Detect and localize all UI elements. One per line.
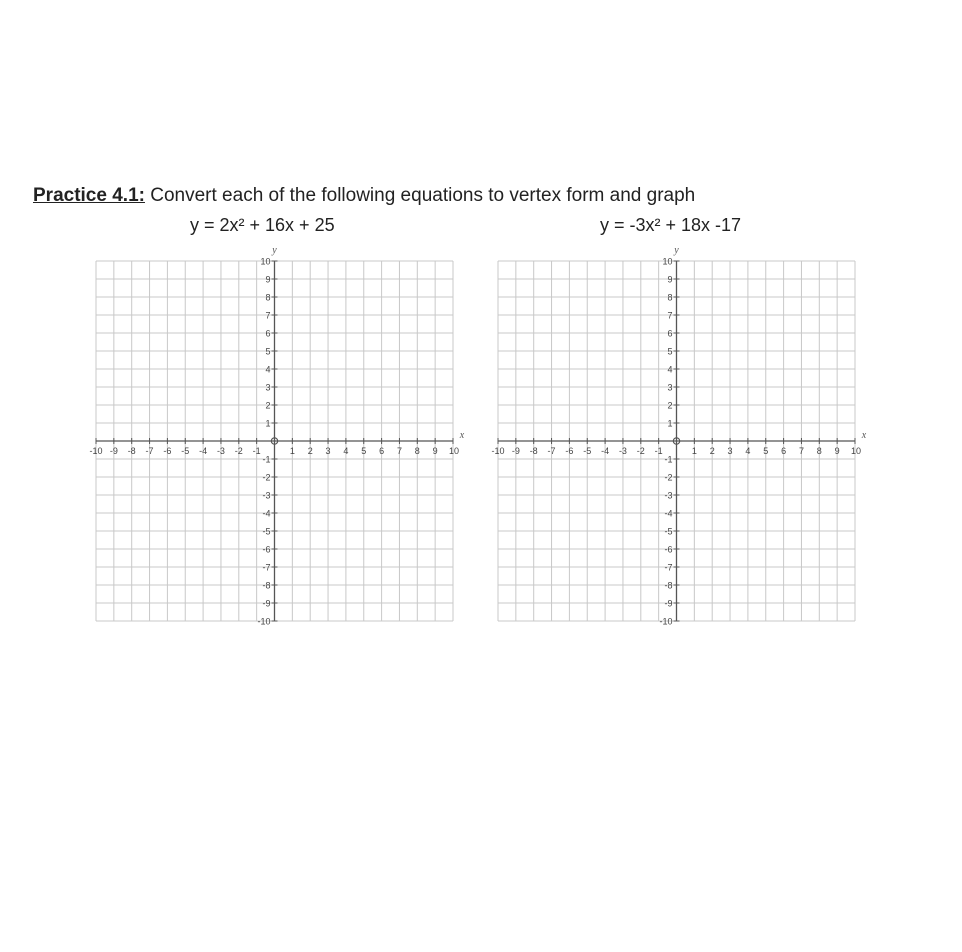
x-tick-label: 9 [834,446,840,456]
y-tick-label: -9 [262,598,271,609]
x-tick-label: -10 [491,446,505,456]
x-tick-label: 1 [289,446,295,456]
y-tick-label: -5 [262,526,271,537]
x-tick-label: 9 [432,446,438,456]
y-tick-label: -3 [664,490,673,501]
x-tick-label: -6 [565,446,574,456]
y-tick-label: -2 [262,472,271,483]
x-tick-label: 2 [307,446,313,456]
x-axis-label: x [459,430,465,441]
equation-2: y = -3x² + 18x -17 [600,215,742,235]
x-tick-label: 5 [763,446,769,456]
y-tick-label: 6 [265,328,271,339]
x-tick-label: 10 [850,446,862,456]
y-axis-label: y [674,245,679,256]
y-tick-label: 10 [662,256,673,267]
y-tick-label: 2 [667,400,673,411]
y-tick-label: -7 [664,562,673,573]
y-tick-label: 1 [265,418,271,429]
y-tick-label: 5 [667,346,673,357]
practice-heading [33,185,695,207]
x-tick-label: 7 [798,446,804,456]
y-tick-label: -10 [659,616,673,627]
y-tick-label: -9 [664,598,673,609]
y-tick-label: 8 [265,292,271,303]
y-tick-label: -4 [262,508,271,519]
x-tick-label: -2 [234,446,243,456]
y-tick-label: -6 [664,544,673,555]
practice-instructions: Convert each of the following equations to vertex form and graph [144,185,696,206]
y-tick-label: -6 [262,544,271,555]
x-tick-label: -6 [163,446,172,456]
x-tick-label: -9 [511,446,520,456]
y-tick-label: -8 [262,580,271,591]
x-tick-label: -1 [252,446,261,456]
y-tick-label: -8 [664,580,673,591]
x-tick-label: 2 [709,446,715,456]
x-tick-label: -9 [109,446,118,456]
x-tick-label: 8 [816,446,822,456]
x-tick-label: -8 [127,446,136,456]
x-tick-label: -4 [601,446,610,456]
y-tick-label: -7 [262,562,271,573]
y-axis-label: y [272,245,277,256]
x-tick-label: 4 [343,446,349,456]
x-tick-label: -10 [89,446,103,456]
y-tick-label: 7 [667,310,673,321]
y-tick-label: 4 [265,364,271,375]
x-tick-label: -1 [654,446,663,456]
y-tick-label: 9 [265,274,271,285]
x-tick-label: -8 [529,446,538,456]
y-tick-label: 3 [265,382,271,393]
y-tick-label: 8 [667,292,673,303]
x-tick-label: 6 [379,446,385,456]
y-tick-label: 5 [265,346,271,357]
x-axis-label: x [861,430,867,441]
y-tick-label: -3 [262,490,271,501]
y-tick-label: -2 [664,472,673,483]
y-tick-label: 7 [265,310,271,321]
x-tick-label: -7 [547,446,556,456]
x-tick-label: 1 [691,446,697,456]
y-tick-label: 10 [260,256,271,267]
practice-label: Practice 4.1: [33,185,145,206]
x-tick-label: -4 [199,446,208,456]
x-tick-label: -2 [636,446,645,456]
y-tick-label: 9 [667,274,673,285]
x-tick-label: -5 [583,446,592,456]
coordinate-grid-1 [88,243,468,628]
x-tick-label: -3 [618,446,627,456]
x-tick-label: 8 [414,446,420,456]
y-tick-label: 3 [667,382,673,393]
y-tick-label: 6 [667,328,673,339]
x-tick-label: 4 [745,446,751,456]
x-tick-label: -7 [145,446,154,456]
y-tick-label: -10 [257,616,271,627]
y-tick-label: 2 [265,400,271,411]
grid-svg [88,243,468,628]
x-tick-label: -5 [181,446,190,456]
x-tick-label: 3 [325,446,331,456]
x-tick-label: 6 [781,446,787,456]
x-tick-label: 3 [727,446,733,456]
coordinate-grid-2 [490,243,870,628]
x-tick-label: -3 [216,446,225,456]
y-tick-label: -1 [262,454,271,465]
y-tick-label: 1 [667,418,673,429]
equation-1: y = 2x² + 16x + 25 [190,215,335,235]
y-tick-label: 4 [667,364,673,375]
x-tick-label: 5 [361,446,367,456]
x-tick-label: 7 [396,446,402,456]
y-tick-label: -4 [664,508,673,519]
grid-svg [490,243,870,628]
y-tick-label: -1 [664,454,673,465]
x-tick-label: 10 [448,446,460,456]
y-tick-label: -5 [664,526,673,537]
